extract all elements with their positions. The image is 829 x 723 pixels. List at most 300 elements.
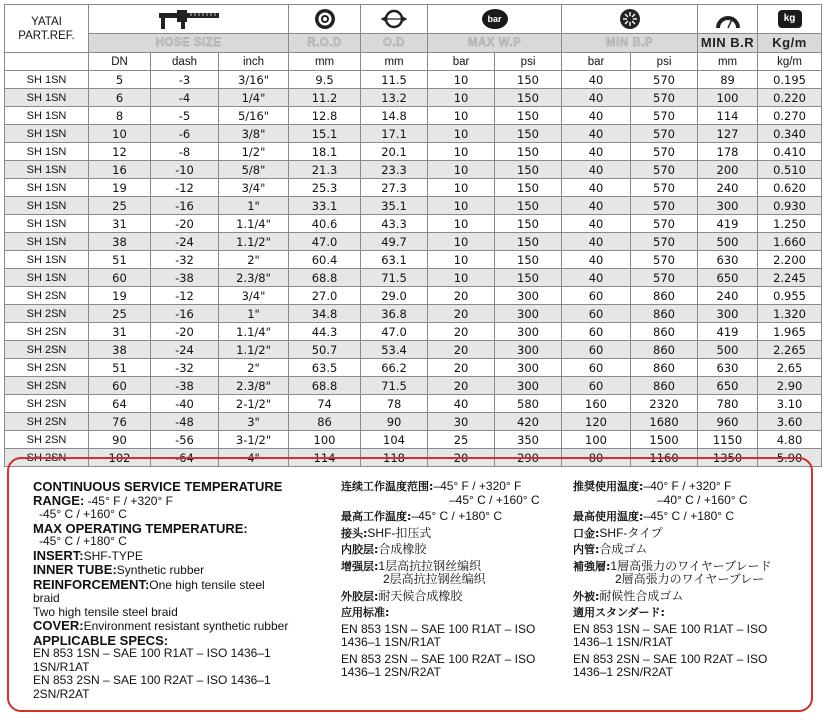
cell-inch: 3-1/2": [219, 431, 289, 449]
cn-cover-val: 耐天候合成橡胶: [378, 588, 463, 603]
jp-inner-label: 内管:: [573, 543, 600, 556]
inner-tube-val: Synthetic rubber: [116, 563, 205, 577]
cell-wp-psi: 150: [495, 233, 562, 251]
cell-kgm: 0.620: [758, 179, 822, 197]
cell-part-ref: SH 1SN: [5, 107, 89, 125]
cell-rod: 12.8: [289, 107, 361, 125]
cell-od: 53.4: [361, 341, 428, 359]
inner-tube-label: INNER TUBE:: [33, 562, 117, 577]
table-row: [5, 395, 822, 413]
insert-label: INSERT:: [33, 547, 84, 563]
cell-inch: 1/4": [219, 89, 289, 107]
jp-spec1b: 1436–1 1SN/R1AT: [573, 635, 673, 649]
cell-dash: -40: [151, 395, 219, 413]
cell-od: 29.0: [361, 287, 428, 305]
cell-wp-bar: 20: [428, 305, 495, 323]
cell-bp-psi: 860: [631, 287, 698, 305]
cell-part-ref: SH 2SN: [5, 287, 89, 305]
table-row: [5, 215, 822, 233]
cell-od: 14.8: [361, 107, 428, 125]
cell-kgm: 0.220: [758, 89, 822, 107]
hose-spec-table: [4, 4, 822, 467]
specs-label: APPLICABLE SPECS:: [33, 632, 169, 648]
hose-size-icon-cell: [89, 5, 289, 34]
cn-spec2a: EN 853 2SN – SAE 100 R2AT – ISO: [341, 651, 536, 666]
cell-inch: 5/8": [219, 161, 289, 179]
cell-od: 78: [361, 395, 428, 413]
cell-br-mm: 780: [698, 395, 758, 413]
cell-br-mm: 630: [698, 359, 758, 377]
unit-od-mm: mm: [361, 53, 428, 71]
range-f: -45° F / +320° F: [87, 493, 173, 508]
cell-bp-bar: 60: [562, 305, 631, 323]
cell-bp-bar: 60: [562, 359, 631, 377]
min-br-icon-cell: [698, 5, 758, 34]
cell-part-ref: SH 2SN: [5, 431, 89, 449]
cell-dn: 64: [89, 395, 151, 413]
unit-rod-mm: mm: [289, 53, 361, 71]
cell-od: 13.2: [361, 89, 428, 107]
cell-od: 20.1: [361, 143, 428, 161]
cell-kgm: 5.90: [758, 449, 822, 467]
spec-2sn-b: 2SN/R2AT: [33, 686, 90, 701]
cell-bp-psi: 570: [631, 251, 698, 269]
cell-bp-psi: 570: [631, 107, 698, 125]
hose-ring-icon: [313, 7, 337, 31]
table-row: [5, 233, 822, 251]
cell-bp-bar: 40: [562, 179, 631, 197]
cell-bp-bar: 60: [562, 287, 631, 305]
cell-wp-psi: 150: [495, 179, 562, 197]
cell-dn: 31: [89, 323, 151, 341]
cell-dn: 51: [89, 251, 151, 269]
cell-od: 71.5: [361, 269, 428, 287]
cell-dash: -56: [151, 431, 219, 449]
unit-bp-psi: psi: [631, 53, 698, 71]
notes-panel: [7, 457, 813, 712]
table-row: [5, 323, 822, 341]
cover-val: Environment resistant synthetic rubber: [83, 619, 289, 633]
jp-reinf-val1: 1層高張力のワイヤーブレード: [610, 558, 772, 573]
cell-br-mm: 960: [698, 413, 758, 431]
cell-wp-bar: 10: [428, 233, 495, 251]
cell-kgm: 2.90: [758, 377, 822, 395]
kgm-icon-cell: [758, 5, 822, 34]
max-wp-header: MAX W.P: [428, 34, 562, 53]
cell-dn: 25: [89, 305, 151, 323]
cell-wp-bar: 10: [428, 215, 495, 233]
cell-dn: 25: [89, 197, 151, 215]
cell-kgm: 0.930: [758, 197, 822, 215]
insert-val: SHF-TYPE: [83, 548, 143, 563]
unit-dash: dash: [151, 53, 219, 71]
cell-bp-psi: 570: [631, 143, 698, 161]
cell-rod: 63.5: [289, 359, 361, 377]
cell-part-ref: SH 1SN: [5, 71, 89, 89]
cn-range-f: –45° F / +320° F: [433, 479, 522, 493]
cell-dn: 8: [89, 107, 151, 125]
cell-wp-bar: 10: [428, 107, 495, 125]
cell-wp-psi: 420: [495, 413, 562, 431]
outer-diameter-icon: [379, 7, 409, 31]
cell-br-mm: 178: [698, 143, 758, 161]
cell-dash: -4: [151, 89, 219, 107]
cell-dn: 12: [89, 143, 151, 161]
reinforcement-val1: One high tensile steel: [149, 577, 265, 592]
cell-dash: -20: [151, 215, 219, 233]
cell-br-mm: 419: [698, 215, 758, 233]
cell-br-mm: 300: [698, 197, 758, 215]
table-row: [5, 287, 822, 305]
cell-rod: 74: [289, 395, 361, 413]
cell-rod: 100: [289, 431, 361, 449]
cell-dash: -38: [151, 269, 219, 287]
notes-english: [33, 480, 333, 701]
cell-wp-bar: 30: [428, 413, 495, 431]
cell-od: 47.0: [361, 323, 428, 341]
cell-br-mm: 127: [698, 125, 758, 143]
cell-dn: 60: [89, 269, 151, 287]
cell-inch: 1": [219, 305, 289, 323]
cell-dash: -8: [151, 143, 219, 161]
unit-wp-bar: bar: [428, 53, 495, 71]
cell-part-ref: SH 1SN: [5, 143, 89, 161]
cell-dn: 19: [89, 287, 151, 305]
cell-bp-psi: 1160: [631, 449, 698, 467]
unit-bp-bar: bar: [562, 53, 631, 71]
spec-1sn-b: 1SN/R1AT: [33, 659, 90, 674]
cell-kgm: 0.510: [758, 161, 822, 179]
cell-od: 11.5: [361, 71, 428, 89]
cn-spec1b: 1436–1 1SN/R1AT: [341, 635, 441, 649]
cell-dn: 38: [89, 341, 151, 359]
unit-wp-psi: psi: [495, 53, 562, 71]
cell-br-mm: 240: [698, 287, 758, 305]
cell-bp-bar: 40: [562, 251, 631, 269]
cell-wp-bar: 10: [428, 125, 495, 143]
jp-cover-val: 耐候性合成ゴム: [599, 588, 684, 603]
cell-od: 43.3: [361, 215, 428, 233]
units-row: [5, 53, 822, 71]
cell-br-mm: 419: [698, 323, 758, 341]
cell-bp-psi: 570: [631, 215, 698, 233]
cell-inch: 1.1/4": [219, 215, 289, 233]
jp-insert-label: 口金:: [573, 526, 600, 540]
cell-wp-bar: 10: [428, 269, 495, 287]
cell-wp-psi: 150: [495, 269, 562, 287]
jp-max-val: –45° C / +180° C: [643, 509, 735, 523]
cell-rod: 11.2: [289, 89, 361, 107]
cell-dash: -12: [151, 287, 219, 305]
cell-od: 66.2: [361, 359, 428, 377]
cell-br-mm: 1350: [698, 449, 758, 467]
table-row: [5, 305, 822, 323]
cell-dn: 51: [89, 359, 151, 377]
cell-od: 118: [361, 449, 428, 467]
cell-bp-psi: 570: [631, 233, 698, 251]
cst-label: CONTINUOUS SERVICE TEMPERATURE: [33, 479, 283, 494]
reinforcement-val3: Two high tensile steel braid: [33, 604, 178, 619]
cell-wp-psi: 150: [495, 161, 562, 179]
cell-bp-psi: 860: [631, 341, 698, 359]
cell-kgm: 2.245: [758, 269, 822, 287]
cell-rod: 25.3: [289, 179, 361, 197]
cell-dn: 10: [89, 125, 151, 143]
cell-dash: -48: [151, 413, 219, 431]
cell-dn: 90: [89, 431, 151, 449]
max-wp-icon-cell: [428, 5, 562, 34]
cell-inch: 4": [219, 449, 289, 467]
cell-bp-psi: 860: [631, 323, 698, 341]
cell-wp-bar: 20: [428, 323, 495, 341]
cell-part-ref: SH 1SN: [5, 251, 89, 269]
cell-part-ref: SH 2SN: [5, 341, 89, 359]
cell-bp-bar: 40: [562, 161, 631, 179]
cell-kgm: 4.80: [758, 431, 822, 449]
jp-spec1a: EN 853 1SN – SAE 100 R1AT – ISO: [573, 621, 768, 636]
reinforcement-val2: braid: [33, 591, 60, 605]
cell-wp-psi: 300: [495, 287, 562, 305]
cell-wp-bar: 25: [428, 431, 495, 449]
jp-range-label: 推奨使用温度:: [573, 480, 644, 493]
cell-wp-psi: 350: [495, 431, 562, 449]
cell-bp-psi: 1500: [631, 431, 698, 449]
cell-inch: 1.1/4": [219, 323, 289, 341]
cell-dash: -3: [151, 71, 219, 89]
cell-dn: 38: [89, 233, 151, 251]
table-row: [5, 269, 822, 287]
cell-dn: 31: [89, 215, 151, 233]
cell-inch: 2": [219, 251, 289, 269]
cell-dash: -16: [151, 305, 219, 323]
caliper-icon: [157, 7, 221, 31]
cell-dn: 102: [89, 449, 151, 467]
cell-rod: 68.8: [289, 269, 361, 287]
cell-br-mm: 240: [698, 179, 758, 197]
cell-od: 36.8: [361, 305, 428, 323]
cell-inch: 1.1/2": [219, 341, 289, 359]
cell-bp-bar: 160: [562, 395, 631, 413]
spec-1sn-a: EN 853 1SN – SAE 100 R1AT – ISO 1436–1: [33, 646, 271, 660]
cn-reinf-val1: 1层高抗拉钢丝编织: [378, 558, 482, 573]
cell-rod: 50.7: [289, 341, 361, 359]
cell-wp-psi: 300: [495, 323, 562, 341]
cell-od: 104: [361, 431, 428, 449]
cell-part-ref: SH 2SN: [5, 413, 89, 431]
cell-part-ref: SH 2SN: [5, 377, 89, 395]
cell-inch: 2.3/8": [219, 377, 289, 395]
table-row: [5, 89, 822, 107]
cell-rod: 86: [289, 413, 361, 431]
cell-bp-bar: 40: [562, 125, 631, 143]
cn-max-val: –45° C / +180° C: [411, 509, 503, 523]
cell-bp-psi: 570: [631, 161, 698, 179]
cn-std-label: 应用标准:: [341, 606, 390, 619]
brand-name: YATAI: [31, 15, 62, 28]
cell-wp-bar: 20: [428, 449, 495, 467]
cell-bp-bar: 40: [562, 215, 631, 233]
cell-rod: 27.0: [289, 287, 361, 305]
range-label: RANGE:: [33, 492, 85, 508]
cell-dash: -32: [151, 251, 219, 269]
spec-2sn-a: EN 853 2SN – SAE 100 R2AT – ISO 1436–1: [33, 673, 271, 687]
table-row: [5, 377, 822, 395]
cn-insert-val: SHF-扣压式: [367, 525, 432, 540]
jp-max-label: 最高使用温度:: [573, 510, 644, 523]
cn-inner-label: 内胶层:: [341, 543, 379, 556]
cell-wp-bar: 20: [428, 287, 495, 305]
cell-wp-psi: 150: [495, 125, 562, 143]
cell-od: 35.1: [361, 197, 428, 215]
jp-inner-val: 合成ゴム: [599, 542, 648, 556]
od-icon-cell: [361, 5, 428, 34]
cell-rod: 114: [289, 449, 361, 467]
cell-kgm: 3.10: [758, 395, 822, 413]
cell-dash: -5: [151, 107, 219, 125]
cell-part-ref: SH 1SN: [5, 197, 89, 215]
cell-bp-psi: 570: [631, 179, 698, 197]
cell-rod: 68.8: [289, 377, 361, 395]
rod-icon-cell: [289, 5, 361, 34]
cell-part-ref: SH 1SN: [5, 269, 89, 287]
cell-od: 71.5: [361, 377, 428, 395]
kgm-header: Kg/m: [758, 34, 822, 53]
cell-bp-bar: 80: [562, 449, 631, 467]
cell-rod: 34.8: [289, 305, 361, 323]
cell-wp-psi: 300: [495, 341, 562, 359]
cell-part-ref: SH 2SN: [5, 305, 89, 323]
cell-rod: 33.1: [289, 197, 361, 215]
cell-wp-bar: 20: [428, 377, 495, 395]
jp-std-label: 適用スタンダード:: [573, 606, 665, 619]
cell-inch: 3/16": [219, 71, 289, 89]
cell-wp-bar: 10: [428, 71, 495, 89]
jp-range-c: –40° C / +160° C: [657, 492, 748, 507]
cell-wp-psi: 150: [495, 107, 562, 125]
cell-br-mm: 200: [698, 161, 758, 179]
notes-chinese: [341, 480, 569, 680]
cell-kgm: 3.60: [758, 413, 822, 431]
cell-part-ref: SH 2SN: [5, 395, 89, 413]
cell-dash: -38: [151, 377, 219, 395]
cell-kgm: 2.200: [758, 251, 822, 269]
cell-wp-psi: 300: [495, 305, 562, 323]
cn-insert-label: 接头:: [341, 526, 368, 540]
weight-icon: kg: [778, 10, 802, 28]
cell-wp-psi: 580: [495, 395, 562, 413]
cell-rod: 18.1: [289, 143, 361, 161]
table-row: [5, 341, 822, 359]
table-row: [5, 197, 822, 215]
cell-part-ref: SH 1SN: [5, 179, 89, 197]
cell-wp-bar: 20: [428, 359, 495, 377]
cn-inner-val: 合成橡胶: [378, 542, 427, 556]
range-c: -45° C / +160° C: [39, 507, 127, 521]
bend-radius-icon: [715, 8, 741, 30]
cell-br-mm: 650: [698, 269, 758, 287]
cell-bp-psi: 1680: [631, 413, 698, 431]
brand-partref-cell: [5, 5, 89, 53]
cell-part-ref: SH 1SN: [5, 215, 89, 233]
cell-dash: -12: [151, 179, 219, 197]
mot-c: -45° C / +180° C: [39, 534, 127, 548]
table-row: [5, 107, 822, 125]
unit-dn: DN: [89, 53, 151, 71]
cell-kgm: 1.660: [758, 233, 822, 251]
cell-wp-psi: 150: [495, 215, 562, 233]
bar-gauge-icon: bar: [482, 9, 508, 29]
min-bp-header: MIN B.P: [562, 34, 698, 53]
cell-bp-psi: 570: [631, 269, 698, 287]
cell-wp-bar: 40: [428, 395, 495, 413]
cn-range-label: 连续工作温度范围:: [341, 480, 434, 493]
cell-bp-psi: 570: [631, 71, 698, 89]
cell-wp-psi: 300: [495, 359, 562, 377]
table-row: [5, 251, 822, 269]
mot-label: MAX OPERATING TEMPERATURE:: [33, 520, 248, 536]
jp-spec2b: 1436–1 2SN/R2AT: [573, 665, 673, 679]
cell-od: 90: [361, 413, 428, 431]
cell-wp-bar: 10: [428, 179, 495, 197]
cell-kgm: 1.320: [758, 305, 822, 323]
cell-rod: 9.5: [289, 71, 361, 89]
jp-reinf-label: 補強層:: [573, 559, 611, 573]
cell-wp-bar: 10: [428, 251, 495, 269]
unit-kgm: kg/m: [758, 53, 822, 71]
cell-kgm: 2.265: [758, 341, 822, 359]
cell-rod: 21.3: [289, 161, 361, 179]
cell-inch: 3/8": [219, 125, 289, 143]
cell-br-mm: 630: [698, 251, 758, 269]
cell-br-mm: 1150: [698, 431, 758, 449]
cell-kgm: 0.195: [758, 71, 822, 89]
cover-label: COVER:: [33, 618, 84, 633]
cell-bp-psi: 860: [631, 359, 698, 377]
cell-br-mm: 500: [698, 341, 758, 359]
cell-bp-bar: 60: [562, 377, 631, 395]
cell-bp-bar: 40: [562, 89, 631, 107]
cell-dn: 60: [89, 377, 151, 395]
cell-kgm: 2.65: [758, 359, 822, 377]
cell-wp-psi: 150: [495, 143, 562, 161]
cell-br-mm: 114: [698, 107, 758, 125]
table-row: [5, 125, 822, 143]
cell-wp-bar: 10: [428, 143, 495, 161]
cell-wp-psi: 150: [495, 71, 562, 89]
cell-bp-bar: 40: [562, 71, 631, 89]
table-row: [5, 413, 822, 431]
cell-wp-psi: 150: [495, 251, 562, 269]
cell-inch: 3/4": [219, 179, 289, 197]
cell-inch: 2-1/2": [219, 395, 289, 413]
cell-bp-bar: 60: [562, 323, 631, 341]
cell-dash: -10: [151, 161, 219, 179]
cell-inch: 5/16": [219, 107, 289, 125]
cell-kgm: 0.955: [758, 287, 822, 305]
cell-dash: -16: [151, 197, 219, 215]
burst-icon: [618, 7, 642, 31]
cell-br-mm: 650: [698, 377, 758, 395]
cn-spec1a: EN 853 1SN – SAE 100 R1AT – ISO: [341, 621, 536, 636]
cell-dn: 76: [89, 413, 151, 431]
jp-cover-label: 外被:: [573, 589, 600, 603]
jp-spec2a: EN 853 2SN – SAE 100 R2AT – ISO: [573, 651, 768, 666]
cell-dn: 5: [89, 71, 151, 89]
cell-part-ref: SH 1SN: [5, 233, 89, 251]
cell-dash: -24: [151, 341, 219, 359]
cell-part-ref: SH 2SN: [5, 449, 89, 467]
min-br-header: MIN B.R: [698, 34, 758, 53]
